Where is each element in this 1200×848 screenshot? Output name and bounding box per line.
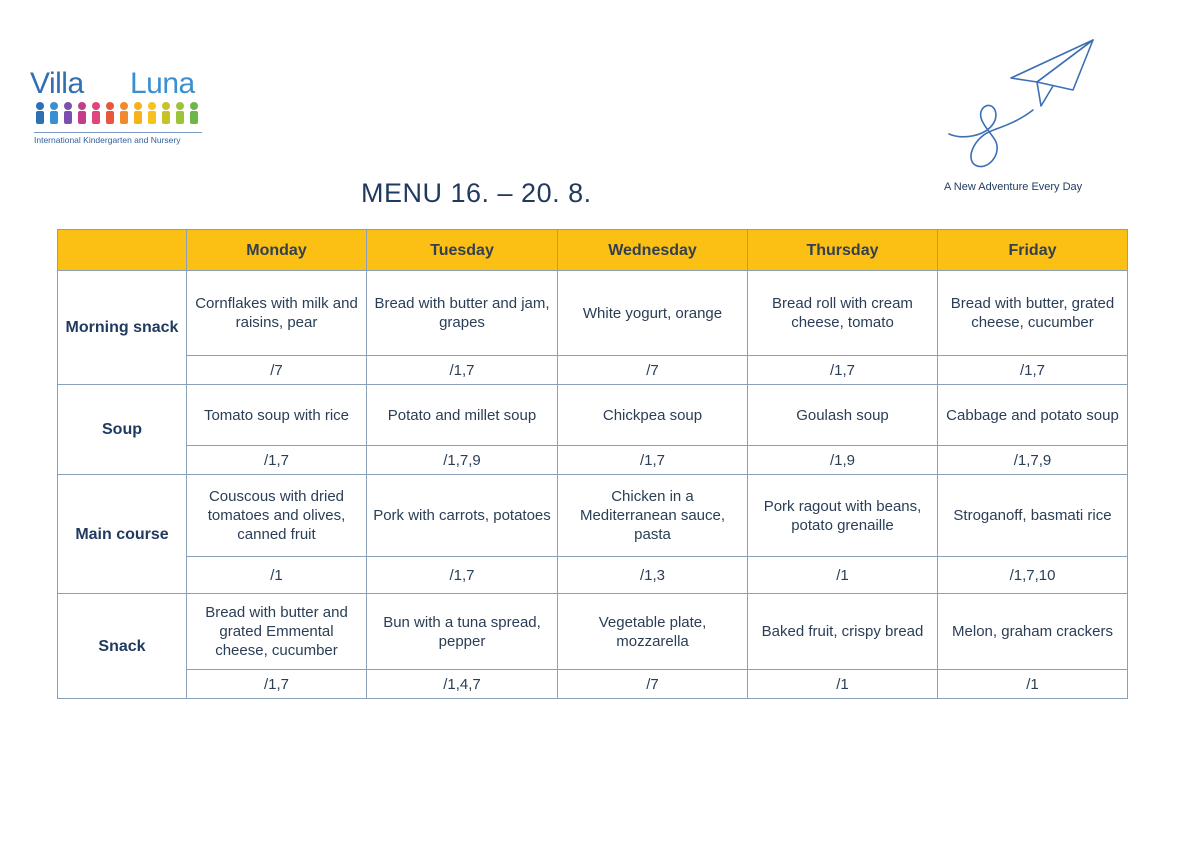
row-label-main-course: Main course: [58, 475, 187, 594]
allergen-cell: /1: [938, 670, 1128, 699]
row-label-soup: Soup: [58, 385, 187, 475]
dish-cell: Pork ragout with beans, potato grenaille: [748, 475, 938, 557]
dish-cell: Goulash soup: [748, 385, 938, 446]
day-header-wednesday: Wednesday: [558, 230, 748, 271]
allergen-cell: /1,7,9: [938, 446, 1128, 475]
dish-cell: Vegetable plate, mozzarella: [558, 594, 748, 670]
allergen-cell: /1,7: [367, 356, 558, 385]
villa-luna-logo: [28, 55, 213, 150]
dish-cell: Melon, graham crackers: [938, 594, 1128, 670]
logo-name-villa: Villa: [30, 67, 84, 100]
allergen-cell: /7: [187, 356, 367, 385]
dish-cell: Stroganoff, basmati rice: [938, 475, 1128, 557]
snack-dish-row: [58, 594, 1128, 670]
allergen-cell: /1,9: [748, 446, 938, 475]
row-label-snack: Snack: [58, 594, 187, 699]
allergen-cell: /1,7,9: [367, 446, 558, 475]
dish-cell: Cornflakes with milk and raisins, pear: [187, 271, 367, 356]
allergen-cell: /1: [748, 670, 938, 699]
dish-cell: Baked fruit, crispy bread: [748, 594, 938, 670]
dish-cell: Chicken in a Mediterranean sauce, pasta: [558, 475, 748, 557]
allergen-cell: /1,7,10: [938, 557, 1128, 594]
allergen-cell: /1,3: [558, 557, 748, 594]
logo-subtitle: International Kindergarten and Nursery: [34, 135, 181, 145]
soup-dish-row: [58, 385, 1128, 446]
paper-plane-icon: [945, 38, 1105, 173]
allergen-cell: /1,7: [558, 446, 748, 475]
allergen-cell: /7: [558, 670, 748, 699]
menu-table: [57, 229, 1128, 699]
allergen-cell: /1,7: [187, 670, 367, 699]
logo-name-luna: Luna: [130, 67, 195, 100]
allergen-cell: /1,7: [187, 446, 367, 475]
corner-cell: [58, 230, 187, 271]
allergen-cell: /1: [187, 557, 367, 594]
main-course-allergen-row: [58, 557, 1128, 594]
dish-cell: Bread roll with cream cheese, tomato: [748, 271, 938, 356]
dish-cell: Pork with carrots, potatoes: [367, 475, 558, 557]
dish-cell: Cabbage and potato soup: [938, 385, 1128, 446]
soup-allergen-row: [58, 446, 1128, 475]
header-row: [58, 230, 1128, 271]
dish-cell: Couscous with dried tomatoes and olives, canned fruit: [187, 475, 367, 557]
allergen-cell: /1,7: [748, 356, 938, 385]
morning-snack-allergen-row: [58, 356, 1128, 385]
dish-cell: Bread with butter and grated Emmental cheese, cucumber: [187, 594, 367, 670]
day-header-tuesday: Tuesday: [367, 230, 558, 271]
row-label-morning-snack: Morning snack: [58, 271, 187, 385]
morning-snack-dish-row: [58, 271, 1128, 356]
allergen-cell: /1: [748, 557, 938, 594]
snack-allergen-row: [58, 670, 1128, 699]
allergen-cell: /1,4,7: [367, 670, 558, 699]
day-header-monday: Monday: [187, 230, 367, 271]
dish-cell: Bread with butter, grated cheese, cucumber: [938, 271, 1128, 356]
dish-cell: Potato and millet soup: [367, 385, 558, 446]
dish-cell: Bun with a tuna spread, pepper: [367, 594, 558, 670]
day-header-friday: Friday: [938, 230, 1128, 271]
allergen-cell: /1,7: [367, 557, 558, 594]
dish-cell: Chickpea soup: [558, 385, 748, 446]
dish-cell: White yogurt, orange: [558, 271, 748, 356]
day-header-thursday: Thursday: [748, 230, 938, 271]
allergen-cell: /7: [558, 356, 748, 385]
dish-cell: Bread with butter and jam, grapes: [367, 271, 558, 356]
menu-title: MENU 16. – 20. 8.: [361, 178, 592, 208]
children-icon: [32, 101, 217, 131]
main-course-dish-row: [58, 475, 1128, 557]
logo-divider: [34, 132, 202, 133]
tagline: A New Adventure Every Day: [944, 181, 1083, 193]
dish-cell: Tomato soup with rice: [187, 385, 367, 446]
allergen-cell: /1,7: [938, 356, 1128, 385]
